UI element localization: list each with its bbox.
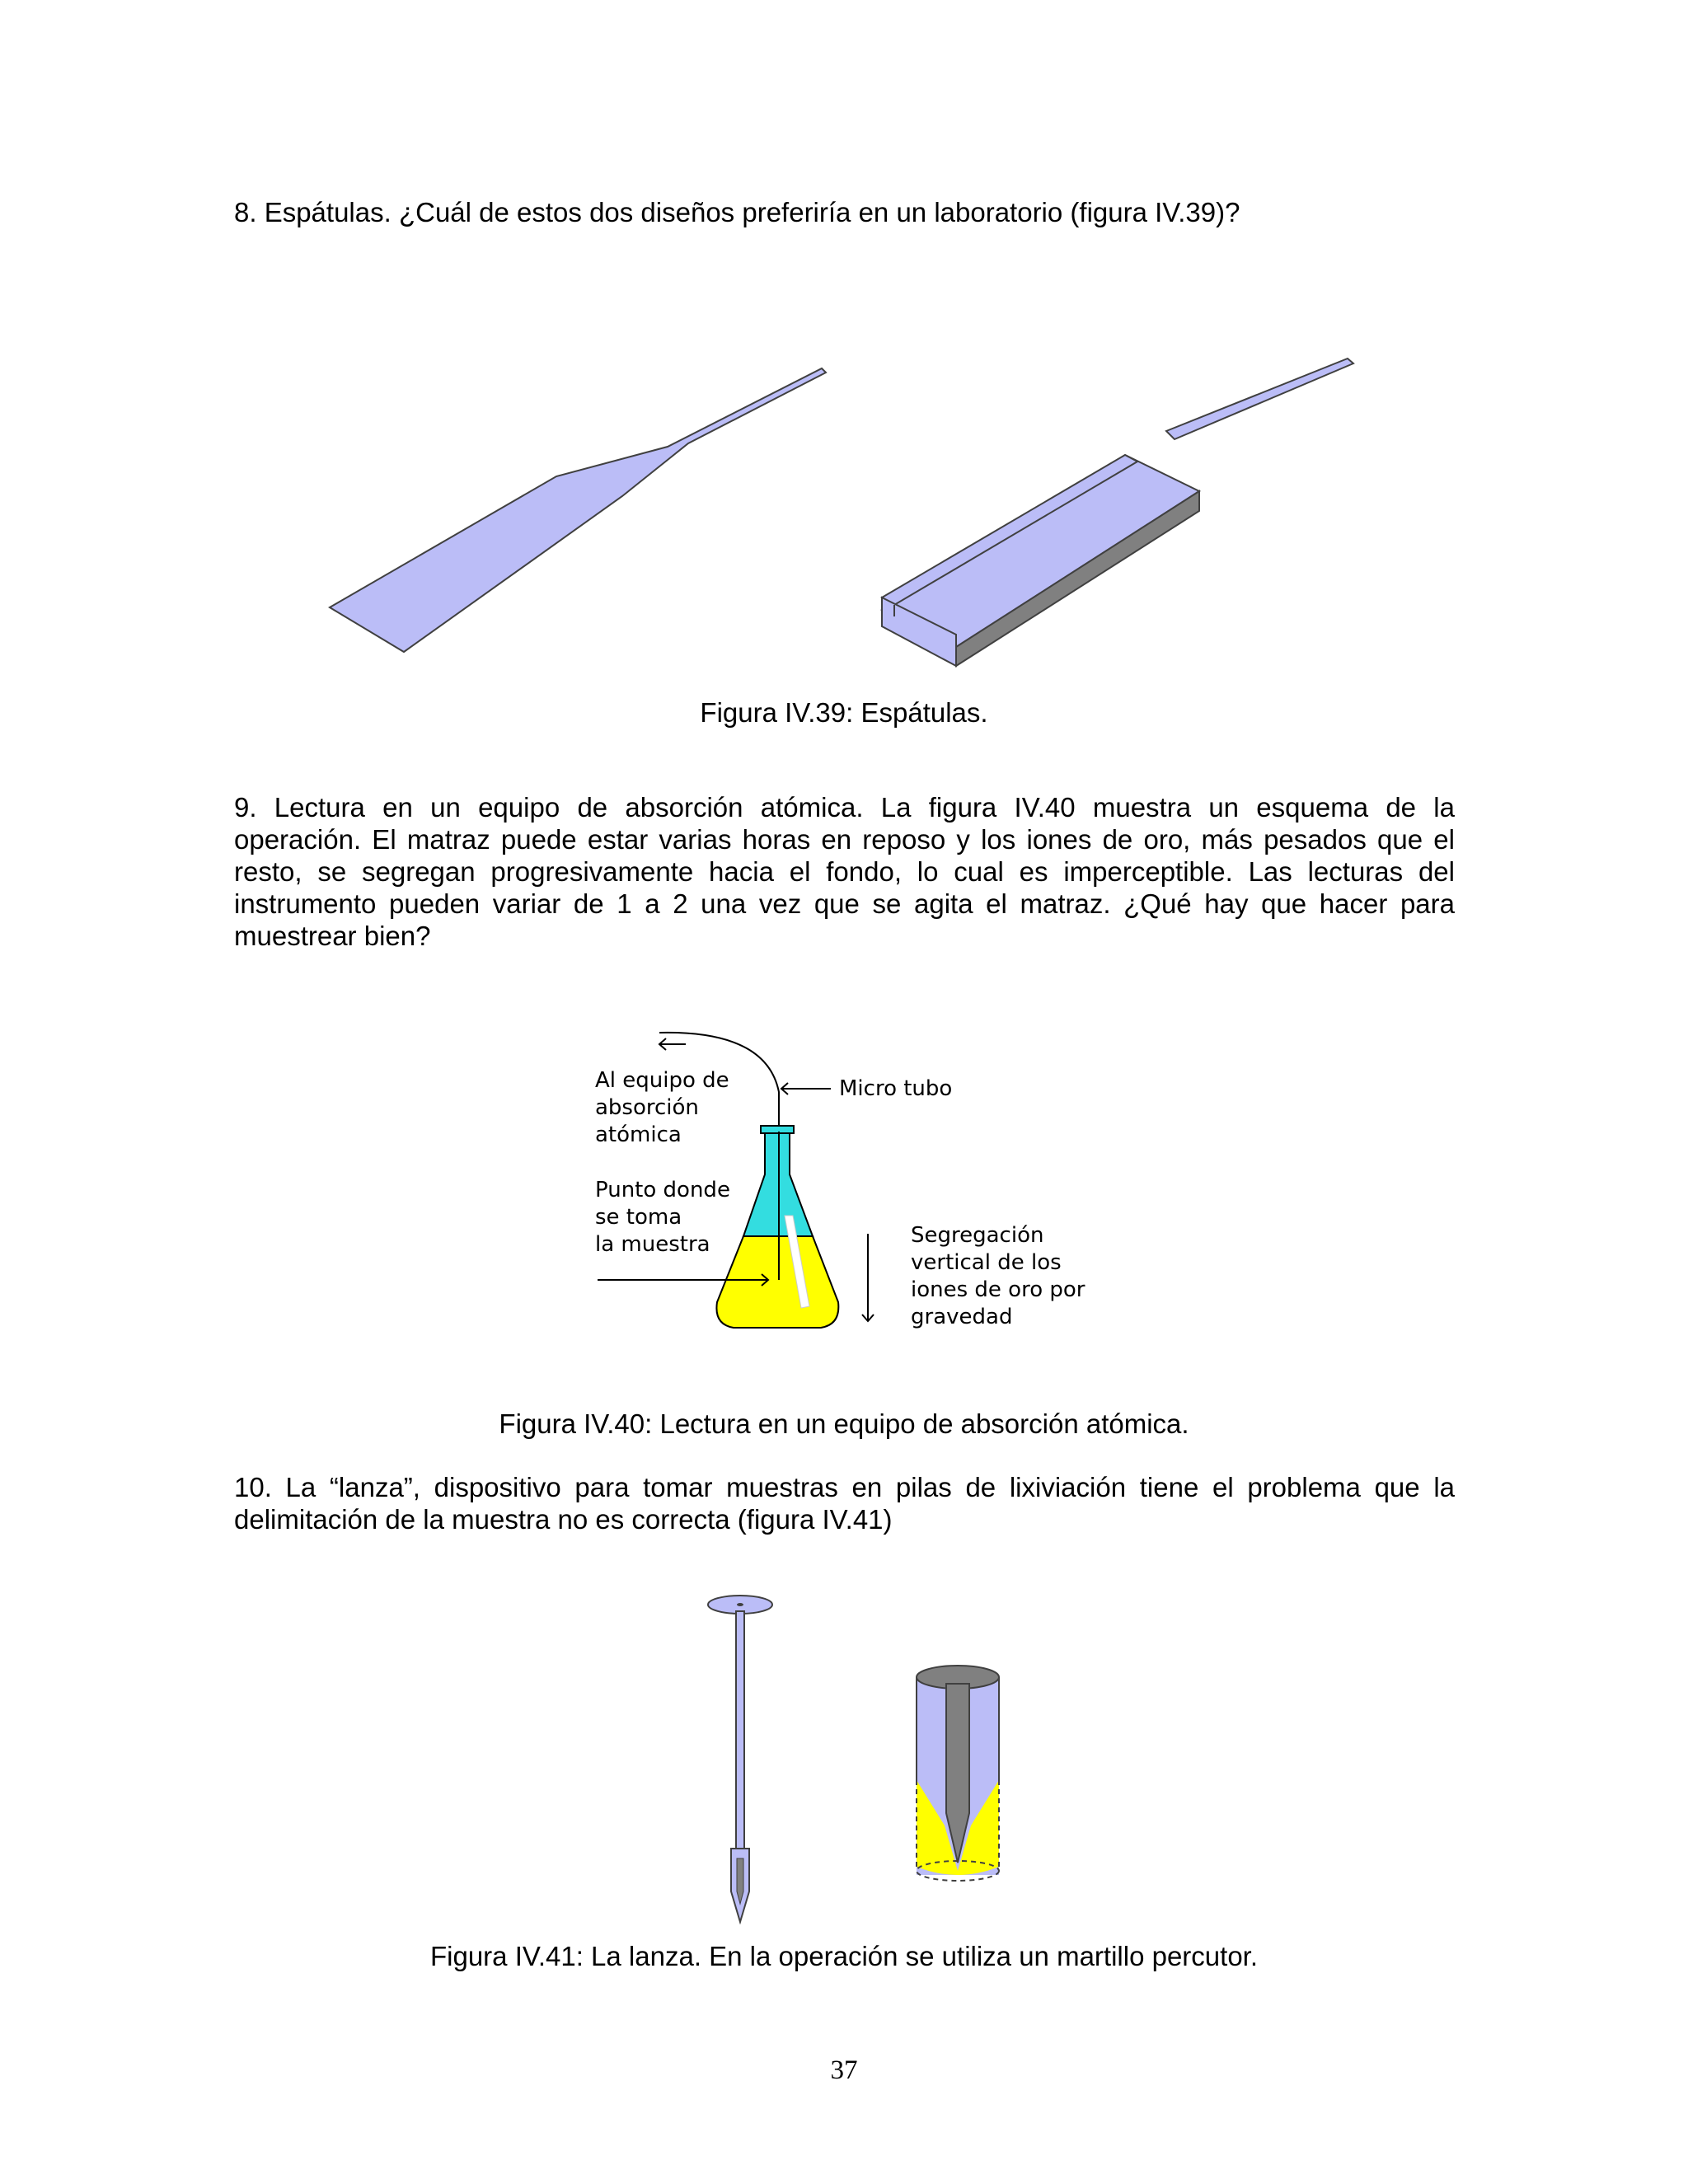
figure-flask <box>577 1018 1104 1335</box>
label-segregacion: Segregación <box>911 1223 1044 1248</box>
question-10-line: 10. La “lanza”, dispositivo para tomar muestras en pilas de lixiviación tiene el problema que la <box>234 1472 1455 1502</box>
question-9-line: operación. El matraz puede estar varias horas en reposo y los iones de oro, más pesados que el <box>234 824 1455 855</box>
label-atomica: atómica <box>595 1122 682 1147</box>
question-9-line: instrumento pueden variar de 1 a 2 una vez que se agita el matraz. ¿Qué hay que hacer para <box>234 888 1455 919</box>
figure-lance <box>692 1586 1022 1924</box>
tray-spatula-handle <box>1166 359 1353 439</box>
question-8: 8. Espátulas. ¿Cuál de estos dos diseños preferiría en un laboratorio (figura IV.39)? <box>234 197 1240 227</box>
label-se-toma: se toma <box>595 1205 682 1230</box>
question-10-line: delimitación de la muestra no es correcta (figura IV.41) <box>234 1504 893 1535</box>
label-vertical: vertical de los <box>911 1250 1062 1275</box>
tray-spatula-floor <box>882 455 1199 647</box>
question-9-line: 9. Lectura en un equipo de absorción atómica. La figura IV.40 muestra un esquema de la <box>234 792 1455 823</box>
lance-shaft <box>736 1611 744 1867</box>
label-iones: iones de oro por <box>911 1277 1085 1302</box>
question-9-line: muestrear bien? <box>234 921 431 951</box>
question-9-line: resto, se segregan progresivamente hacia el fondo, lo cual es imperceptible. Las lecturas del <box>234 856 1455 887</box>
page-number: 37 <box>830 2055 858 2085</box>
caption-figure-41: Figura IV.41: La lanza. En la operación se utiliza un martillo percutor. <box>429 1941 1259 1971</box>
question-10 <box>234 1471 1455 1535</box>
flask-liquid <box>716 1236 838 1328</box>
caption-figure-40: Figura IV.40: Lectura en un equipo de absorción atómica. <box>499 1408 1189 1439</box>
label-micro-tubo: Micro tubo <box>839 1076 953 1101</box>
figure-spatulas <box>313 354 1376 668</box>
label-al-equipo: Al equipo de <box>595 1068 729 1093</box>
label-punto-donde: Punto donde <box>595 1178 730 1202</box>
label-gravedad: gravedad <box>911 1305 1013 1329</box>
label-la-muestra: la muestra <box>595 1232 710 1257</box>
label-absorcion: absorción <box>595 1095 699 1120</box>
flat-spatula <box>330 368 826 652</box>
caption-figure-39: Figura IV.39: Espátulas. <box>700 697 988 728</box>
question-9 <box>234 791 1455 952</box>
